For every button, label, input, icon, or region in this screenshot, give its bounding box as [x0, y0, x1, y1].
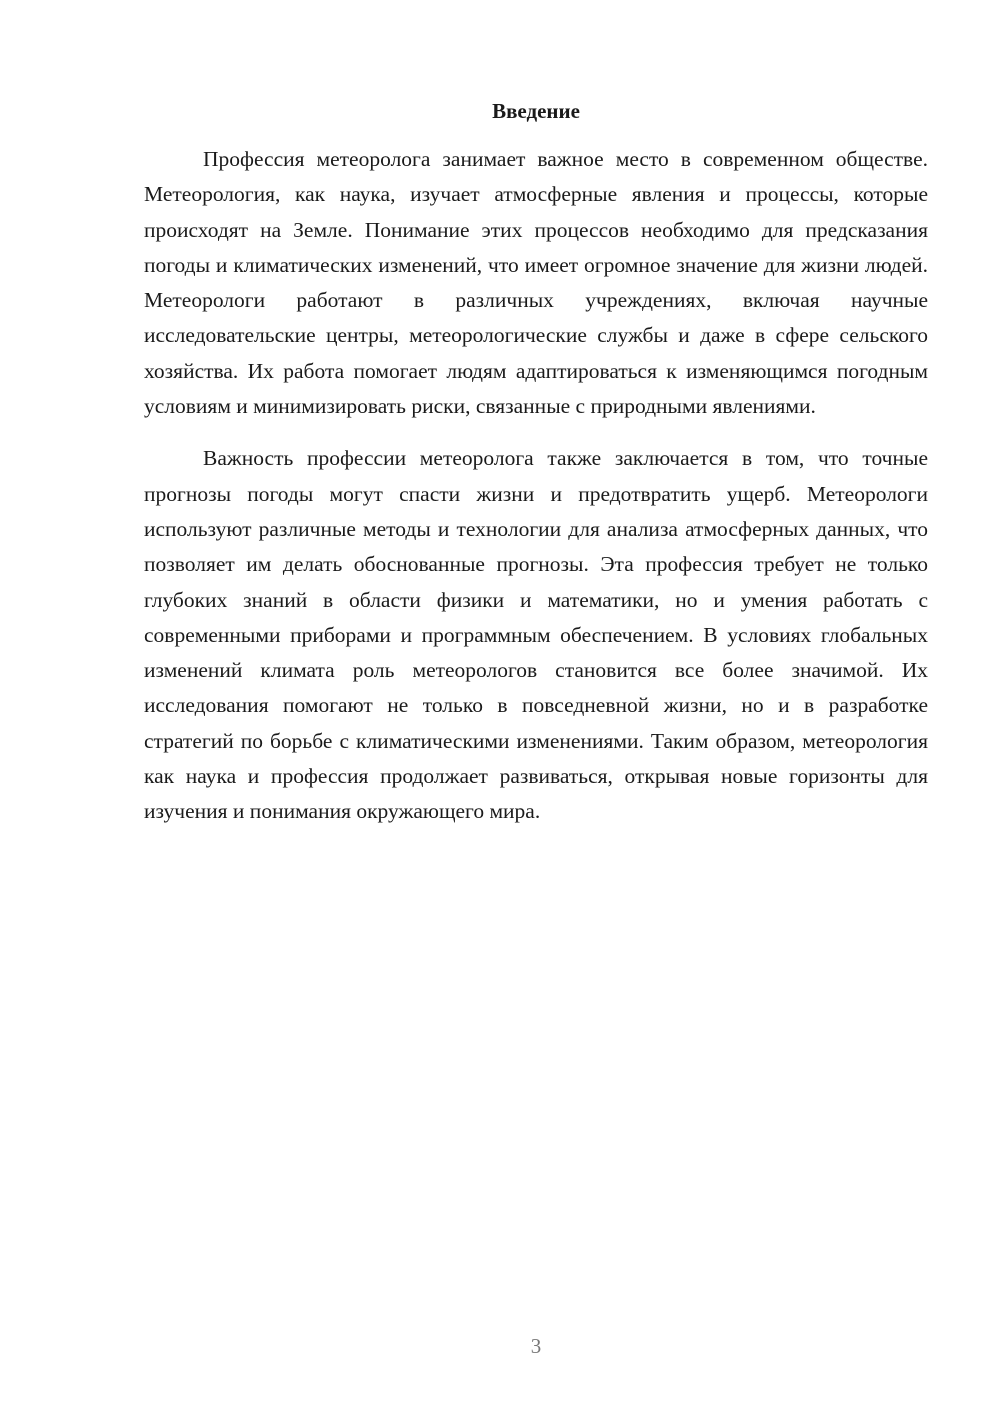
body-text	[144, 142, 928, 847]
section-title: Введение	[492, 99, 580, 123]
paragraph-1: Профессия метеоролога занимает важное место в современном обществе. Метеорология, как наука, изучает атмосферные явления и процессы, которые происходят на Земле. Понимание этих процессов необходимо для предсказания погоды и климатических изменений, что имеет огромное значение для жизни людей. Метеорологи работают в различных учреждениях, включая научные исследовательские центры, метеорологические службы и даже в сфере сельского хозяйства. Их работа помогает людям адаптироваться к изменяющимся погодным условиям и минимизировать риски, связанные с природными явлениями.	[144, 147, 928, 419]
page-number: 3	[530, 1334, 542, 1358]
paragraph-2: Важность профессии метеоролога также заключается в том, что точные прогнозы погоды могут спасти жизни и предотвратить ущерб. Метеорологи используют различные методы и технологии для анализа атмосферных данных, что позволяет им делать обоснованные прогнозы. Эта профессия требует не только глубоких знаний в области физики и математики, но и умения работать с современными приборами и программным обеспечением. В условиях глобальных изменений климата роль метеорологов становится все более значимой. Их исследования помогают не только в повседневной жизни, но и в разработке стратегий по борьбе с климатическими изменениями. Таким образом, метеорология как наука и профессия продолжает развиваться, открывая новые горизонты для изучения и понимания окружающего мира.	[144, 446, 928, 824]
